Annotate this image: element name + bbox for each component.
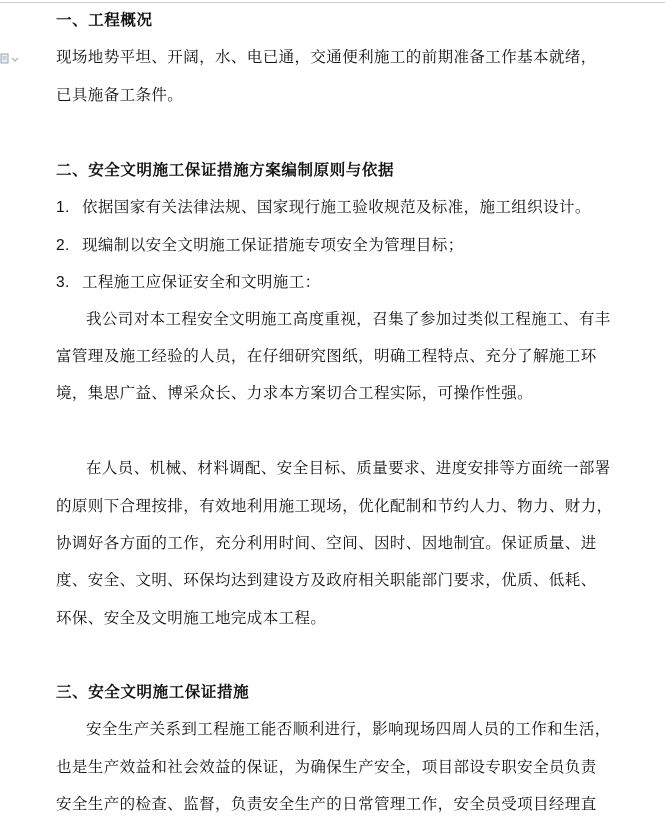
list-item-number: 2. bbox=[56, 237, 70, 254]
list-item-number: 3. bbox=[56, 274, 70, 291]
page-top-rule bbox=[0, 2, 665, 3]
paragraph-line: 在人员、机械、材料调配、安全目标、质量要求、进度安排等方面统一部署 bbox=[86, 459, 611, 477]
paragraph-line: 的原则下合理按排，有效地利用施工现场，优化配制和节约人力、物力、财力， bbox=[56, 497, 613, 515]
paragraph-line: 富管理及施工经验的人员，在仔细研究图纸，明确工程特点、充分了解施工环 bbox=[56, 347, 597, 365]
list-item bbox=[56, 272, 321, 293]
paragraph-line: 现场地势平坦、开阔，水、电已通，交通便利施工的前期准备工作基本就绪， bbox=[56, 48, 597, 66]
list-item-text: 工程施工应保证安全和文明施工： bbox=[82, 273, 321, 291]
list-item-text: 依据国家有关法律法规、国家现行施工验收规范及标准，施工组织设计。 bbox=[82, 198, 591, 216]
paragraph-line: 协调好各方面的工作，充分利用时间、空间、因时、因地制宜。保证质量、进 bbox=[56, 534, 597, 552]
list-item-text: 现编制以安全文明施工保证措施专项安全为管理目标； bbox=[82, 236, 464, 254]
paragraph-line: 已具施备工条件。 bbox=[56, 86, 184, 104]
section-heading-3: 三、安全文明施工保证措施 bbox=[56, 682, 250, 701]
paragraph-line: 度、安全、文明、环保均达到建设方及政府相关职能部门要求，优质、低耗、 bbox=[56, 571, 597, 589]
paragraph-line: 安全生产的检查、监督，负责安全生产的日常管理工作，安全员受项目经理直 bbox=[56, 795, 597, 813]
list-item bbox=[56, 197, 591, 218]
list-item-number: 1. bbox=[56, 199, 70, 216]
section-heading-2: 二、安全文明施工保证措施方案编制原则与依据 bbox=[56, 160, 395, 179]
chevron-down-icon bbox=[12, 58, 18, 61]
paragraph-line: 境，集思广益、博采众长、力求本方案切合工程实际，可操作性强。 bbox=[56, 384, 534, 402]
paragraph-line: 安全生产关系到工程施工能否顺利进行，影响现场四周人员的工作和生活， bbox=[86, 720, 611, 738]
list-item bbox=[56, 235, 464, 256]
section-heading-1: 一、工程概况 bbox=[56, 10, 153, 29]
document-icon[interactable] bbox=[0, 50, 22, 62]
paragraph-line: 我公司对本工程安全文明施工高度重视，召集了参加过类似工程施工、有丰 bbox=[86, 310, 611, 328]
paragraph-line: 也是生产效益和社会效益的保证，为确保生产安全，项目部设专职安全员负责 bbox=[56, 758, 597, 776]
paragraph-line: 环保、安全及文明施工地完成本工程。 bbox=[56, 609, 327, 627]
